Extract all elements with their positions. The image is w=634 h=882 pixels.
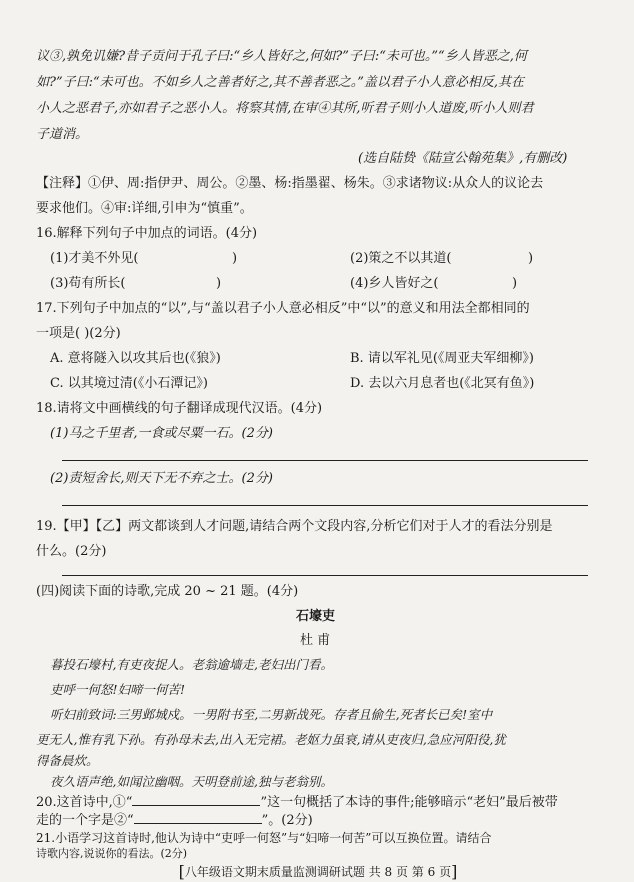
poem-line-2: 吏呼一何怒!妇啼一何苦! (50, 682, 186, 697)
q18-answer-line-2[interactable] (62, 505, 588, 506)
q16-item-2: (2)策之不以其道( (350, 251, 452, 266)
q17-option-d: D. 去以六月息者也(《北冥有鱼》) (350, 376, 535, 391)
footer-open-bracket: [ (178, 861, 185, 881)
q17-stem-1: 17.下列句子中加点的“以”,与“盖以君子小人意必相反”中“以”的意义和用法全都相同的 (36, 301, 530, 316)
q17-option-c: C. 以其境过清(《小石潭记》) (50, 376, 208, 391)
q18-stem: 18.请将文中画横线的句子翻译成现代汉语。(4分) (36, 401, 323, 416)
poem-line-5: 得备晨炊。 (36, 753, 99, 768)
page-footer (148, 862, 488, 880)
q20-line-2 (36, 814, 313, 827)
poem-line-3: 听妇前致词:三男邺城戍。一男附书至,二男新战死。存者且偷生,死者长已矣!室中 (50, 707, 493, 722)
q19-line-2: 什么。(2分) (36, 544, 107, 559)
q16-item-1: (1)才美不外见( (50, 251, 139, 266)
q17-stem-2: 一项是( )(2分) (36, 326, 121, 341)
q16-item-4-close: ) (512, 276, 518, 291)
q16-item-1-close: ) (232, 251, 238, 266)
section-4-heading: (四)阅读下面的诗歌,完成 20 ~ 21 题。(4分) (36, 584, 299, 599)
notes-line-1: 【注释】①伊、周:指伊尹、周公。②墨、杨:指墨翟、杨朱。③求诸物议:从众人的议论去 (36, 176, 544, 191)
passage-source: (选自陆贽《陆宣公翰苑集》,有删改) (358, 151, 568, 166)
q18-sentence-1: (1)马之千里者,一食或尽粟一石。(2分) (50, 426, 273, 441)
poem-line-4: 更无人,惟有乳下孙。有孙母未去,出入无完裙。老妪力虽衰,请从吏夜归,急应河阳役,犹 (36, 732, 506, 747)
passage-line-4: 子道消。 (36, 127, 89, 142)
q20-line-2-start: 走的一个字是②“ (36, 813, 134, 828)
q20-blank-1[interactable] (132, 805, 260, 806)
q18-answer-line-1[interactable] (62, 460, 588, 461)
q16-stem: 16.解释下列句子中加点的词语。(4分) (36, 226, 258, 241)
footer-close-bracket: ] (451, 861, 458, 881)
q19-line-1: 19.【甲】【乙】两文都谈到人才问题,请结合两个文段内容,分析它们对于人才的看法分别是 (36, 519, 553, 534)
passage-line-1: 议③,孰免讥嫌?昔子贡问于孔子曰:“乡人皆好之,何如?”子曰:“未可也。”“乡人皆恶之,何 (36, 49, 527, 64)
poem-line-1: 暮投石壕村,有吏夜捉人。老翁逾墙走,老妇出门看。 (50, 657, 333, 672)
poem-line-6: 夜久语声绝,如闻泣幽咽。天明登前途,独与老翁别。 (50, 774, 333, 789)
q20-line-1-end: ”这一句概括了本诗的事件;能够暗示“老妇”最后被带 (260, 795, 558, 810)
passage-line-2: 如?”子曰:“未可也。不如乡人之善者好之,其不善者恶之。”盖以君子小人意必相反,其在 (36, 75, 525, 90)
q20-line-1 (36, 796, 558, 809)
q16-item-2-close: ) (528, 251, 534, 266)
q17-option-a: A. 意将隧入以攻其后也(《狼》) (50, 351, 221, 366)
q16-item-4: (4)乡人皆好之( (350, 276, 439, 291)
footer-text: 八年级语文期末质量监测调研试题 共 8 页 第 6 页 (184, 864, 452, 879)
q20-blank-2[interactable] (134, 823, 262, 824)
q18-sentence-2: (2)责短舍长,则天下无不弃之士。(2分) (50, 471, 273, 486)
q21-line-1: 21.小语学习这首诗时,他认为诗中“吏呼一何怒”与“妇啼一何苦”可以互换位置。请结合 (36, 831, 492, 845)
q16-item-3-close: ) (216, 276, 222, 291)
notes-line-2: 要求他们。④审:详细,引申为“慎重”。 (36, 201, 253, 216)
passage-line-3: 小人之恶君子,亦如君子之恶小人。将察其情,在审④其所,听君子则小人道废,听小人则君 (36, 101, 534, 116)
poem-author: 杜 甫 (300, 633, 331, 648)
q20-line-2-end: ”。(2分) (261, 813, 313, 828)
q21-line-2: 诗歌内容,说说你的看法。(2分) (36, 847, 188, 860)
q17-option-b: B. 请以军礼见(《周亚夫军细柳》) (350, 351, 534, 366)
q16-item-3: (3)苟有所长( (50, 276, 126, 291)
q19-answer-line[interactable] (62, 575, 588, 576)
poem-title: 石壕吏 (296, 609, 336, 624)
q20-line-1-start: 20.这首诗中,①“ (36, 795, 133, 810)
